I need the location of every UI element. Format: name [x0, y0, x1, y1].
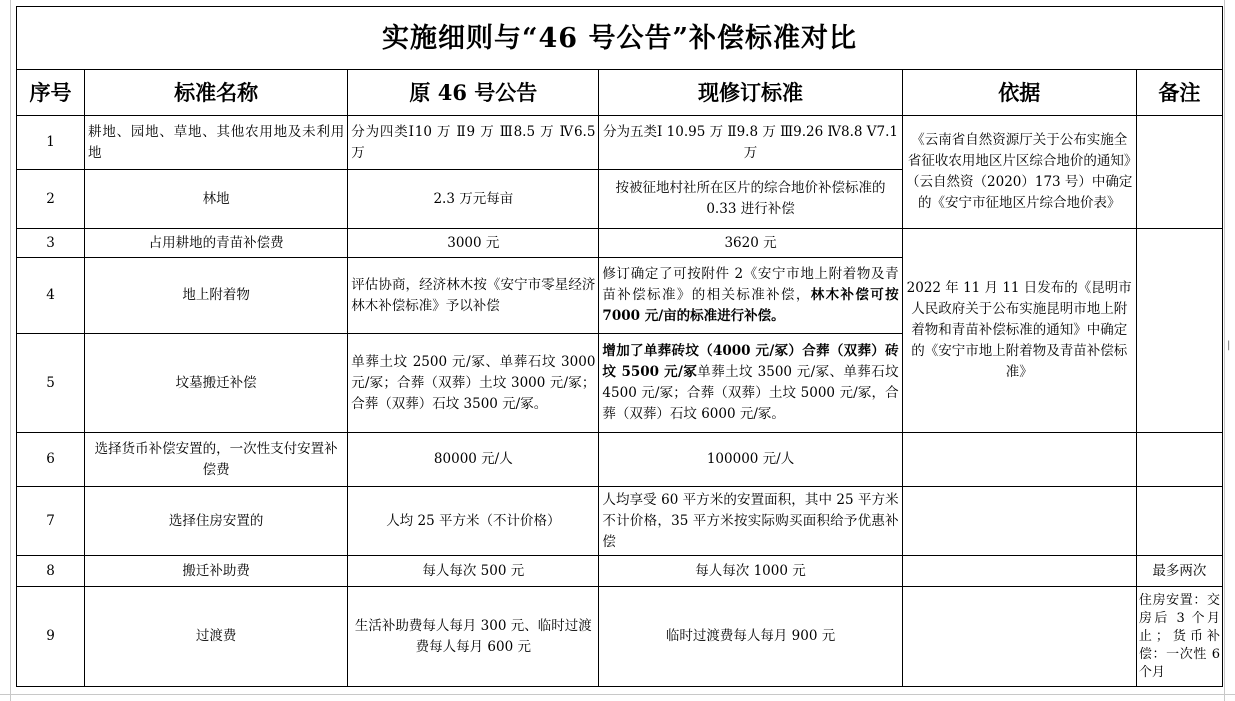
row-name: 过渡费 — [85, 587, 348, 687]
header-note: 备注 — [1136, 70, 1222, 116]
header-revised: 现修订标准 — [599, 70, 902, 116]
basis-attachment-standard: 2022 年 11 月 11 日发布的《昆明市人民政府关于公布实施昆明市地上附着物和青苗补偿标准的通知》中确定的《安宁市地上附着物及青苗补偿标准》 — [902, 229, 1136, 433]
scroll-marker-icon: | — [1227, 340, 1231, 351]
row-seq: 3 — [17, 229, 85, 258]
row-seq: 5 — [17, 334, 85, 433]
row-note: 住房安置：交房后 3 个月止；货币补偿：一次性 6 个月 — [1136, 587, 1222, 687]
row-original: 人均 25 平方米（不计价格） — [348, 487, 599, 556]
row-name: 占用耕地的青苗补偿费 — [85, 229, 348, 258]
row-revised: 100000 元/人 — [599, 433, 902, 487]
basis-empty — [902, 587, 1136, 687]
left-page-margin — [0, 0, 11, 701]
document-sheet — [16, 6, 1223, 687]
row-original: 评估协商，经济林木按《安宁市零星经济林木补偿标准》予以补偿 — [348, 258, 599, 334]
bottom-page-margin — [0, 694, 1235, 701]
row-seq: 8 — [17, 556, 85, 587]
note-empty — [1136, 229, 1222, 433]
table-row — [17, 487, 1223, 556]
right-page-margin — [1224, 0, 1235, 701]
basis-empty — [902, 556, 1136, 587]
row-revised — [599, 334, 902, 433]
row-revised: 3620 元 — [599, 229, 902, 258]
table-row — [17, 229, 1223, 258]
row-name: 选择住房安置的 — [85, 487, 348, 556]
header-row — [17, 70, 1223, 116]
row-original: 单葬土坟 2500 元/冢、单葬石坟 3000 元/冢；合葬（双葬）土坟 3000 元/冢；合葬（双葬）石坟 3500 元/冢。 — [348, 334, 599, 433]
revised-text: 修订确定了可按附件 2《安宁市地上附着物及青苗补偿标准》的相关标准补偿， — [602, 266, 899, 303]
table-row — [17, 556, 1223, 587]
note-empty — [1136, 433, 1222, 487]
row-revised: 人均享受 60 平方米的安置面积，其中 25 平方米不计价格，35 平方米按实际购买面积给予优惠补偿 — [599, 487, 902, 556]
row-original: 生活补助费每人每月 300 元、临时过渡费每人每月 600 元 — [348, 587, 599, 687]
row-name: 坟墓搬迁补偿 — [85, 334, 348, 433]
row-name: 耕地、园地、草地、其他农用地及未利用地 — [85, 116, 348, 170]
row-note: 最多两次 — [1136, 556, 1222, 587]
row-seq: 2 — [17, 170, 85, 229]
note-empty — [1136, 487, 1222, 556]
row-original: 3000 元 — [348, 229, 599, 258]
compensation-comparison-table — [16, 6, 1223, 687]
table-row — [17, 587, 1223, 687]
row-original: 分为四类Ⅰ10 万 Ⅱ9 万 Ⅲ8.5 万 Ⅳ6.5 万 — [348, 116, 599, 170]
revised-bold-text: 林木补偿可按 7000 元/亩的标准进行补偿。 — [602, 287, 899, 324]
basis-land-price: 《云南省自然资源厅关于公布实施全省征收农用地区片区综合地价的通知》（云自然资（2020）173 号）中确定的《安宁市征地区片综合地价表》 — [902, 116, 1136, 229]
row-name: 林地 — [85, 170, 348, 229]
row-revised: 临时过渡费每人每月 900 元 — [599, 587, 902, 687]
row-revised: 分为五类Ⅰ 10.95 万 Ⅱ9.8 万 Ⅲ9.26 Ⅳ8.8 Ⅴ7.1 万 — [599, 116, 902, 170]
basis-empty — [902, 433, 1136, 487]
row-revised: 每人每次 1000 元 — [599, 556, 902, 587]
header-original: 原 46 号公告 — [348, 70, 599, 116]
row-seq: 6 — [17, 433, 85, 487]
header-seq: 序号 — [17, 70, 85, 116]
row-original: 2.3 万元每亩 — [348, 170, 599, 229]
row-name: 搬迁补助费 — [85, 556, 348, 587]
note-empty — [1136, 116, 1222, 229]
table-row — [17, 116, 1223, 170]
header-name: 标准名称 — [85, 70, 348, 116]
table-title: 实施细则与“46 号公告”补偿标准对比 — [17, 7, 1223, 70]
row-original: 每人每次 500 元 — [348, 556, 599, 587]
row-seq: 1 — [17, 116, 85, 170]
row-seq: 7 — [17, 487, 85, 556]
row-revised: 按被征地村社所在区片的综合地价补偿标准的 0.33 进行补偿 — [599, 170, 902, 229]
row-original: 80000 元/人 — [348, 433, 599, 487]
row-revised — [599, 258, 902, 334]
revised-bold-text: 增加了单葬砖坟（4000 元/冢）合葬（双葬）砖坟 5500 元/冢 — [602, 343, 899, 380]
revised-text: 单葬土坟 3500 元/冢、单葬石坟 4500 元/冢；合葬（双葬）土坟 5000 元/冢，合葬（双葬）石坟 6000 元/冢。 — [602, 364, 899, 422]
row-seq: 4 — [17, 258, 85, 334]
row-seq: 9 — [17, 587, 85, 687]
row-name: 地上附着物 — [85, 258, 348, 334]
row-name: 选择货币补偿安置的，一次性支付安置补偿费 — [85, 433, 348, 487]
basis-empty — [902, 487, 1136, 556]
header-basis: 依据 — [902, 70, 1136, 116]
table-row — [17, 433, 1223, 487]
